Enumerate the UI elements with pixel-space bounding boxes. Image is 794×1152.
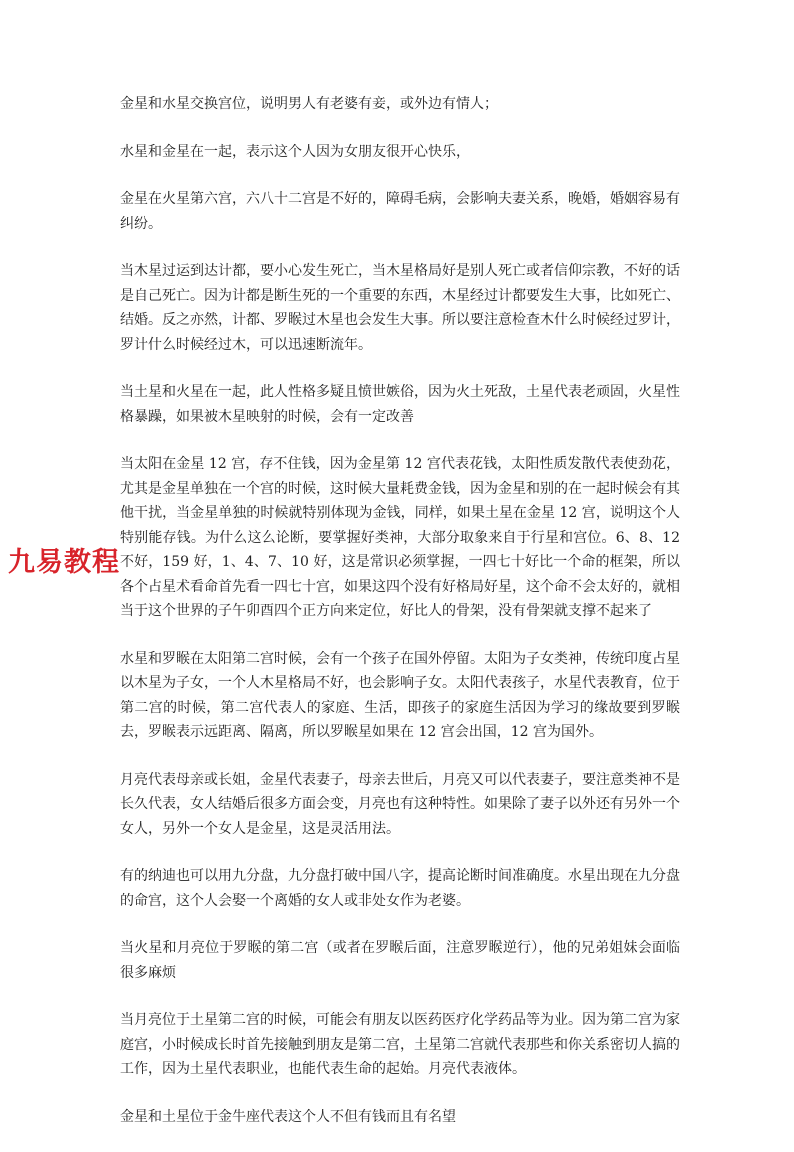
paragraph-sun-venus-twelfth: 当太阳在金星 12 宫，存不住钱，因为金星第 12 宫代表花钱，太阳性质发散代表使劲花，尤其是金星单独在一个宫的时候，这时候大量耗费金钱，因为金星和别的在一起时候会有其他干扰，当金星单独的时候就特别体现为金钱，同样，如果土星在金星 12 宫，说明这个人特别能存钱。为什么这么论断，要掌握好类神，大部分取象来自于行星和宫位。6、8、12 不好，159 好，1、4、7、10 好，这是常识必须掌握，一四七十好比一个命的框架，所以各个占星术看命首先看一四七十宫，如果这四个没有好格局好星，这个命不会太好的，就相当于这个世界的子午卯酉四个正方向来定位，好比人的骨架，没有骨架就支撑不起来了 [120,456,680,619]
paragraph-jupiter-ketu: 当木星过运到达计都，要小心发生死亡，当木星格局好是别人死亡或者信仰宗教，不好的话是自己死亡。因为计都是断生死的一个重要的东西，木星经过计都要发生大事，比如死亡、结婚。反之亦然，计都、罗睺过木星也会发生大事。所以要注意检查木什么时候经过罗计，罗计什么时候经过木，可以迅速断流年。 [120,263,680,353]
paragraph-moon-saturn-second: 当月亮位于土星第二宫的时候，可能会有朋友以医药医疗化学药品等为业。因为第二宫为家庭宫，小时候成长时首先接触到朋友是第二宫，土星第二宫就代表那些和你关系密切人搞的工作，因为土星代表职业，也能代表生命的起始。月亮代表液体。 [120,1012,680,1077]
paragraph-venus-saturn-taurus: 金星和土星位于金牛座代表这个人不但有钱而且有名望 [120,1108,456,1125]
paragraph-venus-mercury-exchange: 金星和水星交换宫位，说明男人有老婆有妾，或外边有情人； [120,96,498,112]
paragraph-mars-moon-rahu: 当火星和月亮位于罗睺的第二宫（或者在罗睺后面，注意罗睺逆行），他的兄弟姐妹会面临很多麻烦 [120,940,680,981]
paragraph-nadi-navamsa: 有的纳迪也可以用九分盘，九分盘打破中国八字，提高论断时间准确度。水星出现在九分盘的命宫，这个人会娶一个离婚的女人或非处女作为老婆。 [120,868,680,909]
watermark-logo: 九易教程 [8,547,120,578]
paragraph-mercury-rahu: 水星和罗睺在太阳第二宫时候，会有一个孩子在国外停留。太阳为子女类神，传统印度占星以木星为子女，一个人木星格局不好，也会影响子女。太阳代表孩子，水星代表教育，位于第二宫的时候，第二宫代表人的家庭、生活，即孩子的家庭生活因为学习的缘故要到罗睺去，罗睺表示远距离、隔离，所以罗睺星如果在 12 宫会出国，12 宫为国外。 [120,650,680,740]
paragraph-saturn-mars: 当土星和火星在一起，此人性格多疑且愤世嫉俗，因为火土死敌，土星代表老顽固，火星性格暴躁，如果被木星映射的时候，会有一定改善 [120,384,680,425]
paragraph-mercury-venus-together: 水星和金星在一起，表示这个人因为女朋友很开心快乐， [120,143,470,160]
document-body [120,92,680,1152]
paragraph-moon-mother: 月亮代表母亲或长姐，金星代表妻子，母亲去世后，月亮又可以代表妻子，要注意类神不是长久代表，女人结婚后很多方面会变，月亮也有这种特性。如果除了妻子以外还有另外一个女人，另外一个女人是金星，这是灵活用法。 [120,771,680,837]
paragraph-venus-mars-sixth: 金星在火星第六宫，六八十二宫是不好的，障碍毛病，会影响夫妻关系，晚婚，婚姻容易有纠纷。 [120,191,680,232]
